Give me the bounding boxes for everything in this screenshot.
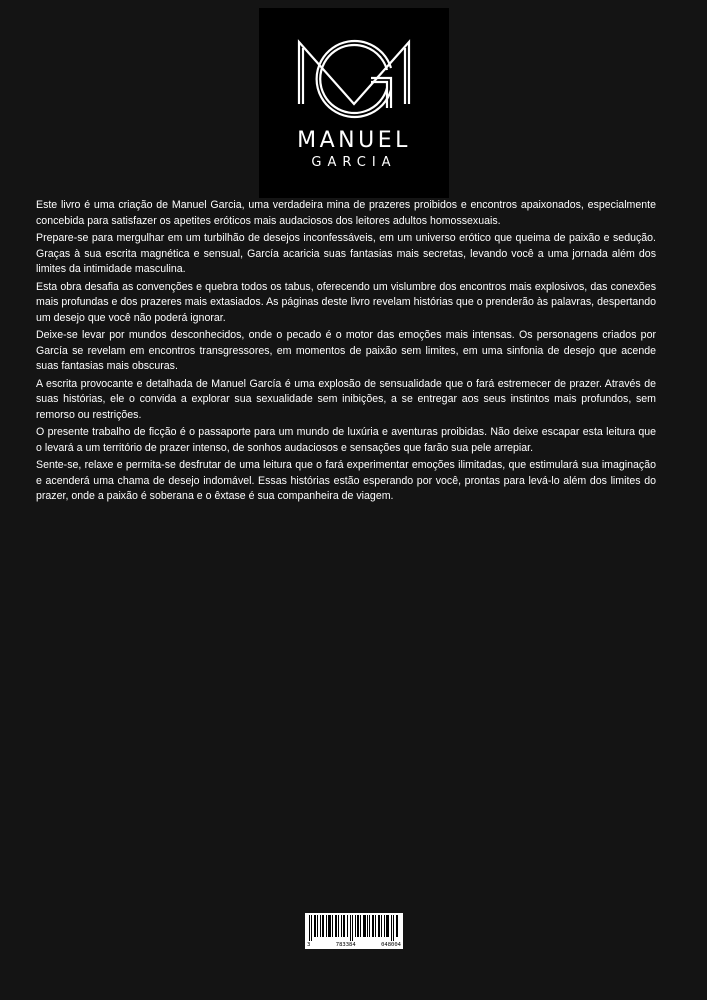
logo-first-name: MANUEL — [297, 128, 411, 153]
barcode-digit-group: 783384 — [335, 942, 356, 948]
blurb-paragraph: Prepare-se para mergulhar em um turbilhão de desejos inconfessáveis, em um universo erótico que queima de paixão e sedução. Graças à sua escrita magnética e sensual, García acaricia suas fantasias mais secretas, levando você a uma jornada além dos limites da intimidade masculina. — [36, 232, 656, 275]
barcode-digit-group: 3 — [307, 942, 311, 948]
blurb-paragraph: A escrita provocante e detalhada de Manuel García é uma explosão de sensualidade que o fará estremecer de prazer. Através de suas histórias, ele o convida a explorar sua sexualidade sem inibições, a se entregar aos seus instintos mais profundos, sem remorso ou restrições. — [36, 377, 656, 421]
blurb-paragraph: O presente trabalho de ficção é o passaporte para um mundo de luxúria e aventuras proibidas. Não deixe escapar esta leitura que o levará a um território de prazer intenso, de sonhos audaciosos e sensações que farão sua pele arrepiar. — [36, 426, 656, 454]
blurb-paragraph: Este livro é uma criação de Manuel Garcia, uma verdadeira mina de prazeres proibidos e encontros apaixonados, especialmente concebida para satisfazer os apetites eróticos mais audaciosos dos leitores adultos homossexuais. — [36, 199, 656, 227]
logo-last-name: GARCIA — [311, 155, 397, 170]
barcode-icon — [305, 913, 403, 941]
barcode-digit-group: 048004 — [381, 942, 401, 948]
back-cover-blurb — [36, 198, 656, 507]
blurb-paragraph: Sente-se, relaxe e permita-se desfrutar de uma leitura que o fará experimentar emoções ilimitadas, que estimulará sua imaginação e acenderá uma chama de desejo indomável. Essas histórias estão esperando por você, prontas para levá-lo além dos limites do prazer, onde a paixão é soberana e o êxtase é sua companheira de viagem. — [36, 459, 656, 502]
blurb-paragraph: Deixe-se levar por mundos desconhecidos, onde o pecado é o motor das emoções mais intensas. Os personagens criados por García se revelam em encontros transgressores, em momentos de paixão sem limites, em uma sinfonia de desejo que acende suas fantasias mais obscuras. — [36, 329, 656, 372]
barcode-digits — [305, 942, 403, 948]
mg-monogram-icon — [259, 8, 449, 128]
blurb-paragraph: Esta obra desafia as convenções e quebra todos os tabus, oferecendo um vislumbre dos encontros mais explosivos, das conexões mais profundas e dos prazeres mais extasiados. As páginas deste livro revelam histórias que o prenderão às palavras, despertando um desejo que você não poderá ignorar. — [36, 280, 656, 324]
isbn-barcode — [305, 913, 403, 949]
author-logo — [259, 8, 449, 198]
